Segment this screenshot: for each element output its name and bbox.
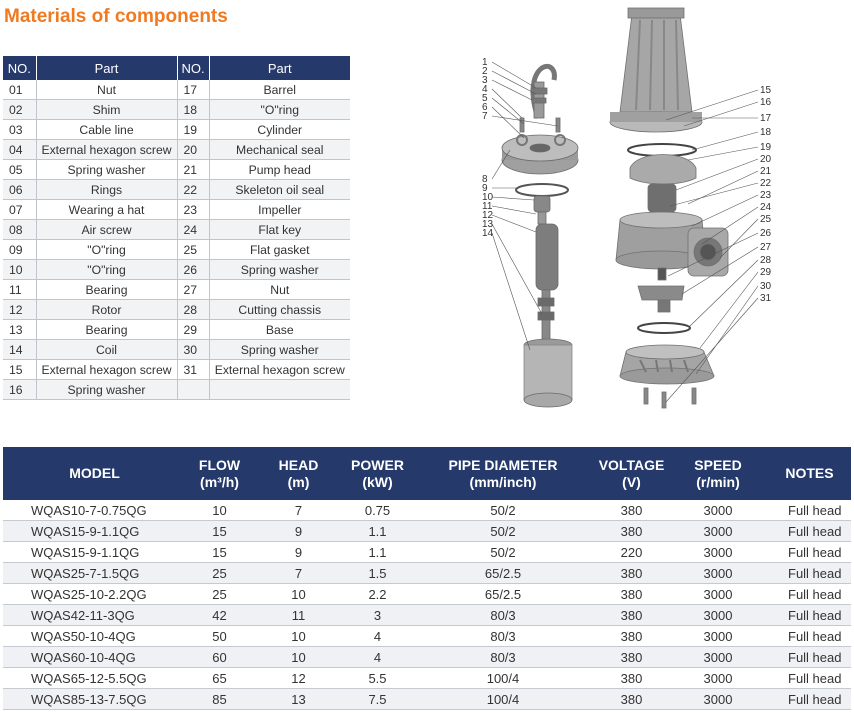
model-cell: WQAS10-7-0.75QG — [3, 500, 186, 521]
callout-label: 4 — [482, 84, 488, 95]
model-header-cell — [668, 447, 768, 500]
callout-label: 20 — [760, 154, 772, 165]
left-assembly-drawing — [502, 66, 578, 407]
model-cell: WQAS25-7-1.5QG — [3, 563, 186, 584]
part-name: Bearing — [36, 280, 177, 300]
power-cell: 5.5 — [344, 668, 411, 689]
model-header-cell — [186, 447, 253, 500]
part-name: Air screw — [36, 220, 177, 240]
power-cell: 2.2 — [344, 584, 411, 605]
part-number: 15 — [3, 360, 36, 380]
pipe-diameter-cell: 80/3 — [411, 626, 595, 647]
materials-row — [3, 240, 350, 260]
part-name: "O"ring — [36, 240, 177, 260]
callout-label: 18 — [760, 127, 772, 138]
pipe-diameter-cell: 50/2 — [411, 542, 595, 563]
part-number: 21 — [177, 160, 209, 180]
materials-row — [3, 140, 350, 160]
header-line-2: (V) — [622, 473, 641, 490]
part-number: 19 — [177, 120, 209, 140]
model-header-label — [279, 457, 319, 491]
head-cell: 10 — [253, 647, 344, 668]
part-number: 25 — [177, 240, 209, 260]
part-number — [177, 380, 209, 400]
model-header-cell — [595, 447, 668, 500]
part-number: 23 — [177, 200, 209, 220]
flow-cell: 15 — [186, 521, 253, 542]
callout-label: 8 — [482, 174, 488, 185]
model-row — [3, 647, 851, 668]
pipe-diameter-cell: 100/4 — [411, 668, 595, 689]
part-number: 10 — [3, 260, 36, 280]
part-name: Impeller — [209, 200, 350, 220]
pipe-diameter-cell: 80/3 — [411, 605, 595, 626]
model-header-label — [351, 457, 404, 491]
callout-label: 28 — [760, 255, 772, 266]
model-cell: WQAS65-12-5.5QG — [3, 668, 186, 689]
model-header-label — [694, 457, 741, 491]
head-cell: 9 — [253, 542, 344, 563]
callout-label: 5 — [482, 93, 488, 104]
model-header-cell — [768, 447, 851, 500]
callout-label: 3 — [482, 75, 488, 86]
callout-label: 24 — [760, 202, 772, 213]
speed-cell: 3000 — [668, 500, 768, 521]
callout-label: 17 — [760, 113, 772, 124]
flow-cell: 42 — [186, 605, 253, 626]
callout-label: 11 — [482, 201, 493, 212]
voltage-cell: 220 — [595, 542, 668, 563]
materials-row — [3, 300, 350, 320]
flow-cell: 15 — [186, 542, 253, 563]
model-row — [3, 626, 851, 647]
flow-cell: 60 — [186, 647, 253, 668]
flow-cell: 50 — [186, 626, 253, 647]
model-cell: WQAS50-10-4QG — [3, 626, 186, 647]
model-cell: WQAS25-10-2.2QG — [3, 584, 186, 605]
part-number: 26 — [177, 260, 209, 280]
header-line-1: NOTES — [785, 465, 834, 481]
part-number: 07 — [3, 200, 36, 220]
power-cell: 4 — [344, 626, 411, 647]
part-name: Cylinder — [209, 120, 350, 140]
part-number: 30 — [177, 340, 209, 360]
notes-cell: Full head — [768, 542, 851, 563]
part-name: Spring washer — [209, 340, 350, 360]
callout-label: 1 — [482, 57, 488, 68]
part-number: 22 — [177, 180, 209, 200]
callout-label: 23 — [760, 190, 772, 201]
model-cell: WQAS60-10-4QG — [3, 647, 186, 668]
part-name: Spring washer — [36, 160, 177, 180]
notes-cell: Full head — [768, 647, 851, 668]
materials-row — [3, 100, 350, 120]
model-header-label — [69, 465, 120, 482]
materials-row — [3, 220, 350, 240]
part-number: 06 — [3, 180, 36, 200]
speed-cell: 3000 — [668, 647, 768, 668]
model-row — [3, 542, 851, 563]
model-header-cell — [344, 447, 411, 500]
part-name: Flat gasket — [209, 240, 350, 260]
voltage-cell: 380 — [595, 626, 668, 647]
flow-cell: 25 — [186, 563, 253, 584]
pipe-diameter-cell: 50/2 — [411, 500, 595, 521]
callout-label: 10 — [482, 192, 494, 203]
callout-label: 13 — [482, 219, 494, 230]
part-name: External hexagon screw — [36, 360, 177, 380]
voltage-cell: 380 — [595, 521, 668, 542]
header-line-1: FLOW — [198, 456, 241, 473]
head-cell: 7 — [253, 500, 344, 521]
part-number: 17 — [177, 80, 209, 100]
materials-row — [3, 80, 350, 100]
voltage-cell: 380 — [595, 605, 668, 626]
part-number: 29 — [177, 320, 209, 340]
speed-cell: 3000 — [668, 584, 768, 605]
part-name: Bearing — [36, 320, 177, 340]
voltage-cell: 380 — [595, 500, 668, 521]
callout-label: 29 — [760, 267, 772, 278]
callout-label: 7 — [482, 111, 488, 122]
header-line-2: (kW) — [362, 473, 393, 490]
part-name: Wearing a hat — [36, 200, 177, 220]
power-cell: 0.75 — [344, 500, 411, 521]
model-row — [3, 500, 851, 521]
part-number: 04 — [3, 140, 36, 160]
part-number: 20 — [177, 140, 209, 160]
model-header-label — [449, 457, 558, 491]
part-number: 11 — [3, 280, 36, 300]
header-line-1: HEAD — [278, 456, 319, 473]
voltage-cell: 380 — [595, 584, 668, 605]
power-cell: 1.5 — [344, 563, 411, 584]
head-cell: 13 — [253, 689, 344, 710]
voltage-cell: 380 — [595, 647, 668, 668]
part-number: 18 — [177, 100, 209, 120]
head-cell: 10 — [253, 584, 344, 605]
callout-label: 31 — [760, 293, 772, 304]
model-row — [3, 584, 851, 605]
power-cell: 4 — [344, 647, 411, 668]
header-line-1: PIPE DIAMETER — [448, 456, 558, 473]
part-number: 01 — [3, 80, 36, 100]
part-number: 16 — [3, 380, 36, 400]
notes-cell: Full head — [768, 584, 851, 605]
materials-row — [3, 120, 350, 140]
callout-label: 12 — [482, 210, 494, 221]
model-row — [3, 605, 851, 626]
part-number: 08 — [3, 220, 36, 240]
materials-row — [3, 180, 350, 200]
callout-label: 9 — [482, 183, 488, 194]
head-cell: 11 — [253, 605, 344, 626]
callout-label: 2 — [482, 66, 488, 77]
part-name: Flat key — [209, 220, 350, 240]
notes-cell: Full head — [768, 689, 851, 710]
part-number: 02 — [3, 100, 36, 120]
speed-cell: 3000 — [668, 626, 768, 647]
callout-label: 30 — [760, 281, 772, 292]
part-number: 27 — [177, 280, 209, 300]
model-header-cell — [411, 447, 595, 500]
model-row — [3, 521, 851, 542]
part-number: 12 — [3, 300, 36, 320]
power-cell: 7.5 — [344, 689, 411, 710]
part-name: Nut — [209, 280, 350, 300]
model-header-cell — [253, 447, 344, 500]
header-part: Part — [209, 56, 350, 80]
model-cell: WQAS15-9-1.1QG — [3, 521, 186, 542]
model-cell: WQAS85-13-7.5QG — [3, 689, 186, 710]
speed-cell: 3000 — [668, 542, 768, 563]
part-number: 05 — [3, 160, 36, 180]
part-name: Cable line — [36, 120, 177, 140]
head-cell: 7 — [253, 563, 344, 584]
flow-cell: 25 — [186, 584, 253, 605]
header-line-2: (m) — [287, 473, 310, 490]
callout-label: 25 — [760, 214, 772, 225]
right-assembly-drawing — [610, 8, 728, 408]
pipe-diameter-cell: 50/2 — [411, 521, 595, 542]
header-line-1: VOLTAGE — [598, 456, 665, 473]
model-row — [3, 563, 851, 584]
part-name: Coil — [36, 340, 177, 360]
header-line-2: (m³/h) — [200, 473, 239, 490]
model-row — [3, 668, 851, 689]
header-no: NO. — [3, 56, 36, 80]
part-name: Base — [209, 320, 350, 340]
callout-label: 21 — [760, 166, 772, 177]
power-cell: 1.1 — [344, 521, 411, 542]
part-name: Barrel — [209, 80, 350, 100]
model-table-header — [3, 447, 851, 500]
part-name: Spring washer — [209, 260, 350, 280]
model-row — [3, 689, 851, 710]
part-name: Rings — [36, 180, 177, 200]
flow-cell: 65 — [186, 668, 253, 689]
callout-label: 22 — [760, 178, 772, 189]
pipe-diameter-cell: 100/4 — [411, 689, 595, 710]
notes-cell: Full head — [768, 626, 851, 647]
header-line-1: SPEED — [694, 456, 742, 473]
part-name: Skeleton oil seal — [209, 180, 350, 200]
voltage-cell: 380 — [595, 563, 668, 584]
header-part: Part — [36, 56, 177, 80]
notes-cell: Full head — [768, 563, 851, 584]
speed-cell: 3000 — [668, 563, 768, 584]
pipe-diameter-cell: 65/2.5 — [411, 563, 595, 584]
part-number: 03 — [3, 120, 36, 140]
callout-label: 26 — [760, 228, 772, 239]
part-number: 13 — [3, 320, 36, 340]
materials-row — [3, 260, 350, 280]
part-number: 14 — [3, 340, 36, 360]
voltage-cell: 380 — [595, 689, 668, 710]
power-cell: 1.1 — [344, 542, 411, 563]
notes-cell: Full head — [768, 500, 851, 521]
part-name: Shim — [36, 100, 177, 120]
part-number: 24 — [177, 220, 209, 240]
materials-row — [3, 280, 350, 300]
part-number: 28 — [177, 300, 209, 320]
materials-row — [3, 160, 350, 180]
exploded-pump-diagram — [470, 0, 854, 440]
speed-cell: 3000 — [668, 668, 768, 689]
materials-table — [3, 56, 350, 400]
part-name: "O"ring — [36, 260, 177, 280]
callout-label: 6 — [482, 102, 488, 113]
head-cell: 9 — [253, 521, 344, 542]
model-table — [3, 500, 851, 710]
speed-cell: 3000 — [668, 521, 768, 542]
materials-row — [3, 380, 350, 400]
head-cell: 12 — [253, 668, 344, 689]
flow-cell: 10 — [186, 500, 253, 521]
model-header-label — [785, 465, 833, 482]
materials-row — [3, 340, 350, 360]
flow-cell: 85 — [186, 689, 253, 710]
part-name: Nut — [36, 80, 177, 100]
materials-row — [3, 360, 350, 380]
callout-label: 16 — [760, 97, 772, 108]
part-number: 09 — [3, 240, 36, 260]
header-line-1: MODEL — [69, 465, 120, 481]
voltage-cell: 380 — [595, 668, 668, 689]
part-name: Rotor — [36, 300, 177, 320]
header-line-1: POWER — [351, 456, 404, 473]
part-name: Mechanical seal — [209, 140, 350, 160]
header-no: NO. — [177, 56, 209, 80]
pipe-diameter-cell: 80/3 — [411, 647, 595, 668]
part-name: Spring washer — [36, 380, 177, 400]
part-name: "O"ring — [209, 100, 350, 120]
callout-label: 15 — [760, 85, 772, 96]
callout-label: 27 — [760, 242, 772, 253]
head-cell: 10 — [253, 626, 344, 647]
materials-row — [3, 200, 350, 220]
model-cell: WQAS42-11-3QG — [3, 605, 186, 626]
notes-cell: Full head — [768, 668, 851, 689]
pipe-diameter-cell: 65/2.5 — [411, 584, 595, 605]
header-line-2: (mm/inch) — [469, 473, 537, 490]
materials-row — [3, 320, 350, 340]
model-header-label — [199, 457, 240, 491]
notes-cell: Full head — [768, 605, 851, 626]
part-name: Cutting chassis — [209, 300, 350, 320]
part-number: 31 — [177, 360, 209, 380]
materials-header-row — [3, 56, 350, 80]
model-cell: WQAS15-9-1.1QG — [3, 542, 186, 563]
callout-label: 19 — [760, 142, 772, 153]
callout-label: 14 — [482, 228, 494, 239]
speed-cell: 3000 — [668, 689, 768, 710]
model-header-cell — [3, 447, 186, 500]
part-name: Pump head — [209, 160, 350, 180]
page-title: Materials of components — [4, 6, 228, 27]
notes-cell: Full head — [768, 521, 851, 542]
part-name: External hexagon screw — [209, 360, 350, 380]
header-line-2: (r/min) — [696, 473, 740, 490]
power-cell: 3 — [344, 605, 411, 626]
speed-cell: 3000 — [668, 605, 768, 626]
part-name: External hexagon screw — [36, 140, 177, 160]
model-header-label — [599, 457, 665, 491]
part-name — [209, 380, 350, 400]
